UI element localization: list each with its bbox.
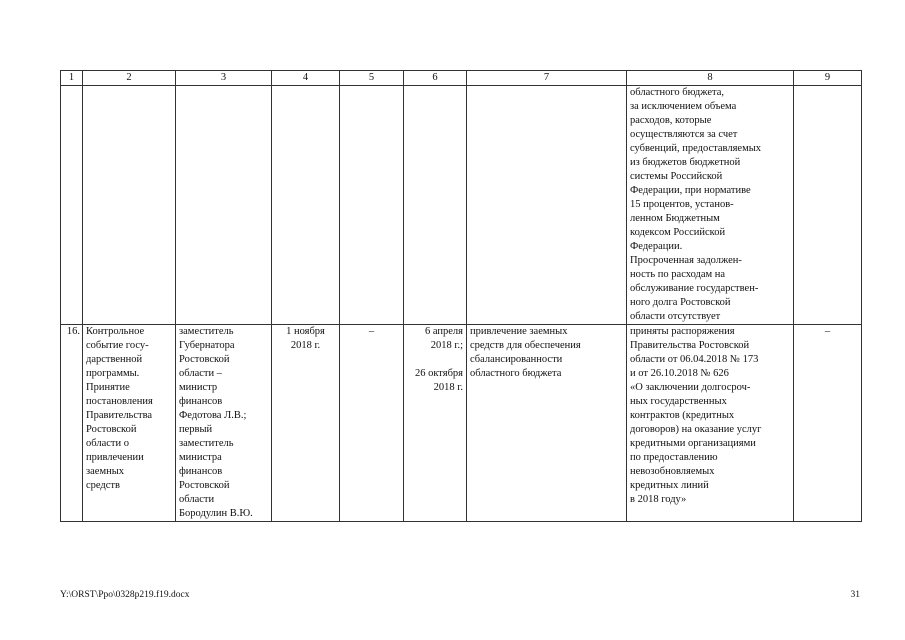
cell-line: постановления bbox=[86, 396, 153, 407]
header-col-1: 1 bbox=[61, 71, 83, 86]
cell-line: 2018 г.; bbox=[430, 340, 463, 351]
cell-line: сбалансированности bbox=[470, 354, 563, 365]
cell-line: 2018 г. bbox=[290, 340, 321, 351]
cell-line: обслуживание государствен- bbox=[630, 283, 759, 294]
cell-line: 26 октября bbox=[414, 368, 463, 379]
cell-line: кодексом Российской bbox=[630, 227, 726, 238]
header-col-8: 8 bbox=[627, 71, 794, 86]
cell-line: первый bbox=[179, 424, 213, 435]
header-col-4: 4 bbox=[272, 71, 340, 86]
cell-line: Просроченная задолжен- bbox=[630, 255, 742, 266]
cell-line bbox=[407, 353, 463, 367]
header-col-7: 7 bbox=[467, 71, 627, 86]
cell-line: привлечение заемных bbox=[470, 326, 568, 337]
cell-line: за исключением объема bbox=[630, 101, 737, 112]
cell-line: ных государственных bbox=[630, 396, 727, 407]
cell-line: заемных bbox=[86, 466, 125, 477]
row16-event-name bbox=[83, 325, 176, 522]
cell-line: дарственной bbox=[86, 354, 143, 365]
table-row-continuation bbox=[61, 86, 862, 325]
cell-line: финансов bbox=[179, 396, 223, 407]
cell-line: министра bbox=[179, 452, 222, 463]
cell-line: 6 апреля bbox=[425, 326, 463, 337]
cell-line: Федерации, при нормативе bbox=[630, 185, 751, 196]
cont-col-7 bbox=[467, 86, 627, 325]
cell-line: кредитных линий bbox=[630, 480, 709, 491]
row16-responsible bbox=[176, 325, 272, 522]
cell-line: ленном Бюджетным bbox=[630, 213, 720, 224]
cell-line: области bbox=[179, 494, 215, 505]
cell-line: Ростовской bbox=[179, 480, 230, 491]
cont-col-1 bbox=[61, 86, 83, 325]
header-col-3: 3 bbox=[176, 71, 272, 86]
cell-line: Ростовской bbox=[179, 354, 230, 365]
cont-col-8-result bbox=[627, 86, 794, 325]
cell-line: расходов, которые bbox=[630, 115, 712, 126]
cell-line: областного бюджета, bbox=[630, 87, 725, 98]
cell-line: ного долга Ростовской bbox=[630, 297, 731, 308]
table-header-row bbox=[61, 71, 862, 86]
cell-line: областного бюджета bbox=[470, 368, 562, 379]
cont-col-2 bbox=[83, 86, 176, 325]
cell-line: области о bbox=[86, 438, 129, 449]
cell-line: программы. bbox=[86, 368, 140, 379]
row16-col5: – bbox=[340, 325, 404, 522]
cell-line: области от 06.04.2018 № 173 bbox=[630, 354, 759, 365]
row16-col9: – bbox=[794, 325, 862, 522]
row-number: 16. bbox=[61, 325, 83, 522]
cell-line: «О заключении долгосроч- bbox=[630, 382, 751, 393]
cell-line: 2018 г. bbox=[433, 382, 463, 393]
cell-line: области отсутствует bbox=[630, 311, 721, 322]
row16-actual-date bbox=[404, 325, 467, 522]
cell-line: министр bbox=[179, 382, 218, 393]
cell-line: субвенций, предоставляемых bbox=[630, 143, 762, 154]
cell-line: заместитель bbox=[179, 438, 234, 449]
cell-line: 15 процентов, установ- bbox=[630, 199, 734, 210]
cell-line: Бородулин В.Ю. bbox=[179, 508, 253, 519]
header-col-2: 2 bbox=[83, 71, 176, 86]
cell-line: 1 ноября bbox=[286, 326, 325, 337]
cont-col-9 bbox=[794, 86, 862, 325]
header-col-6: 6 bbox=[404, 71, 467, 86]
cell-line: договоров) на оказание услуг bbox=[630, 424, 762, 435]
document-table bbox=[60, 70, 862, 522]
cell-line: Федотова Л.В.; bbox=[179, 410, 247, 421]
cell-line: Ростовской bbox=[86, 424, 137, 435]
cell-line: Принятие bbox=[86, 382, 130, 393]
cell-line: средств для обеспечения bbox=[470, 340, 581, 351]
cell-line: событие госу- bbox=[86, 340, 149, 351]
cell-line: приняты распоряжения bbox=[630, 326, 735, 337]
row16-planned-result bbox=[467, 325, 627, 522]
cell-line: Губернатора bbox=[179, 340, 235, 351]
cell-line: Контрольное bbox=[86, 326, 145, 337]
cell-line: финансов bbox=[179, 466, 223, 477]
cont-col-6 bbox=[404, 86, 467, 325]
page-number: 31 bbox=[850, 590, 860, 600]
footer-file-path: Y:\ORST\Ppo\0328p219.f19.docx bbox=[60, 590, 190, 600]
cell-line: системы Российской bbox=[630, 171, 723, 182]
cell-line: заместитель bbox=[179, 326, 234, 337]
cell-line: невозобновляемых bbox=[630, 466, 715, 477]
cell-line: по предоставлению bbox=[630, 452, 718, 463]
cell-line: в 2018 году» bbox=[630, 494, 687, 505]
cell-line: контрактов (кредитных bbox=[630, 410, 735, 421]
cell-line: Правительства bbox=[86, 410, 153, 421]
row16-actual-result bbox=[627, 325, 794, 522]
cell-line: области – bbox=[179, 368, 222, 379]
cell-line: Федерации. bbox=[630, 241, 683, 252]
cell-line: и от 26.10.2018 № 626 bbox=[630, 368, 729, 379]
cont-col-5 bbox=[340, 86, 404, 325]
row16-planned-date bbox=[272, 325, 340, 522]
cell-line: привлечении bbox=[86, 452, 144, 463]
cell-line: осуществляются за счет bbox=[630, 129, 738, 140]
cell-line: Правительства Ростовской bbox=[630, 340, 750, 351]
cell-line: кредитными организациями bbox=[630, 438, 756, 449]
table-row-16 bbox=[61, 325, 862, 522]
cell-line: из бюджетов бюджетной bbox=[630, 157, 741, 168]
cont-col-4 bbox=[272, 86, 340, 325]
header-col-5: 5 bbox=[340, 71, 404, 86]
cell-line: ность по расходам на bbox=[630, 269, 726, 280]
cont-col-3 bbox=[176, 86, 272, 325]
cell-line: средств bbox=[86, 480, 120, 491]
header-col-9: 9 bbox=[794, 71, 862, 86]
